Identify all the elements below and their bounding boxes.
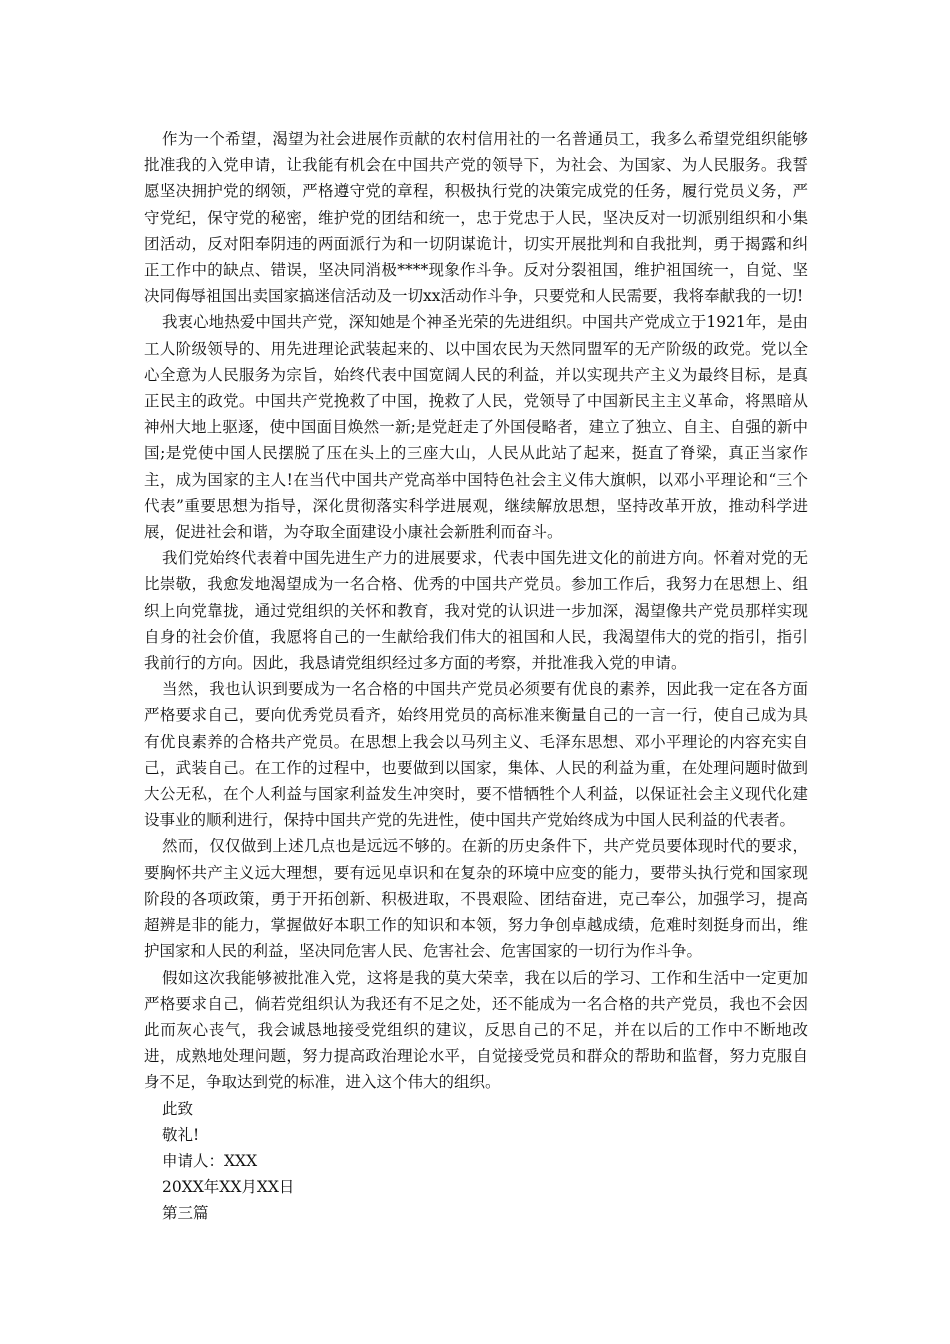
section-heading: 第三篇 [162,1204,209,1223]
paragraph-5: 然而，仅仅做到上述几点也是远远不够的。在新的历史条件下，共产党员要体现时代的要求，要胸怀共产主义远大理想，要有远见卓识和在复杂的环境中应变的能力，要带头执行党和国家现阶段的各项政策，勇于开拓创新、积极进取，不畏艰险、团结奋进，克己奉公，加强学习，提高超辨是非的能力，掌握做好本职工作的知识和本领，努力争创卓越成绩，危难时刻挺身而出，维护国家和人民的利益，坚决同危害人民、危害社会、危害国家的一切行为作斗争。 [144,837,808,961]
regards: 敬礼! [162,1125,200,1144]
document-body [144,126,808,1227]
paragraph-4: 当然，我也认识到要成为一名合格的中国共产党员必须要有优良的素养，因此我一定在各方面严格要求自己，要向优秀党员看齐，始终用党员的高标准来衡量自己的一言一行，使自己成为具有优良素养的合格共产党员。在思想上我会以马列主义、毛泽东思想、邓小平理论的内容充实自己，武装自己。在工作的过程中，也要做到以国家，集体、人民的利益为重，在处理问题时做到大公无私，在个人利益与国家利益发生冲突时，要不惜牺牲个人利益，以保证社会主义现代化建设事业的顺利进行，保持中国共产党的先进性，使中国共产党始终成为中国人民利益的代表者。 [144,680,808,830]
salutation: 此致 [162,1099,194,1118]
paragraph-1: 作为一个希望，渴望为社会进展作贡献的农村信用社的一名普通员工，我多么希望党组织能够批准我的入党申请，让我能有机会在中国共产党的领导下，为社会、为国家、为人民服务。我誓愿坚决拥护党的纲领，严格遵守党的章程，积极执行党的决策完成党的任务，履行党员义务，严守党纪，保守党的秘密，维护党的团结和统一，忠于党忠于人民，坚决反对一切派别组织和小集团活动，反对阳奉阴违的两面派行为和一切阴谋诡计，切实开展批判和自我批判，勇于揭露和纠正工作中的缺点、错误，坚决同消极****现象作斗争。反对分裂祖国，维护祖国统一，自觉、坚决同侮辱祖国出卖国家搞迷信活动及一切xx活动作斗争，只要党和人民需要，我将奉献我的一切! [144,130,808,306]
paragraph-2: 我衷心地热爱中国共产党，深知她是个神圣光荣的先进组织。中国共产党成立于1921年，是由工人阶级领导的、用先进理论武装起来的、以中国农民为天然同盟军的无产阶级的政党。党以全心全意为人民服务为宗旨，始终代表中国宽阔人民的利益，并以实现共产主义为最终目标，是真正民主的政党。中国共产党挽救了中国，挽救了人民，党领导了中国新民主主义革命，将黑暗从神州大地上驱逐，使中国面目焕然一新;是党赶走了外国侵略者，建立了独立、自主、自强的新中国;是党使中国人民摆脱了压在头上的三座大山，人民从此站了起来，挺直了脊梁，真正当家作主，成为国家的主人!在当代中国共产党高举中国特色社会主义伟大旗帜，以邓小平理论和“三个代表”重要思想为指导，深化贯彻落实科学进展观，继续解放思想，坚持改革开放，推动科学进展，促进社会和谐，为夺取全面建设小康社会新胜利而奋斗。 [144,313,808,542]
paragraph-6: 假如这次我能够被批准入党，这将是我的莫大荣幸，我在以后的学习、工作和生活中一定更加严格要求自己，倘若党组织认为我还有不足之处，还不能成为一名合格的共产党员，我也不会因此而灰心丧气，我会诚恳地接受党组织的建议，反思自己的不足，并在以后的工作中不断地改进，成熟地处理问题，努力提高政治理论水平，自觉接受党员和群众的帮助和监督，努力克服自身不足，争取达到党的标准，进入这个伟大的组织。 [144,968,808,1092]
applicant-name: 申请人：XXX [162,1151,258,1170]
date-line: 20XX年XX月XX日 [162,1178,295,1197]
paragraph-3: 我们党始终代表着中国先进生产力的进展要求，代表中国先进文化的前进方向。怀着对党的无比崇敬，我愈发地渴望成为一名合格、优秀的中国共产党员。参加工作后，我努力在思想上、组织上向党靠拢，通过党组织的关怀和教育，我对党的认识进一步加深，渴望像共产党员那样实现自身的社会价值，我愿将自己的一生献给我们伟大的祖国和人民，我渴望伟大的党的指引，指引我前行的方向。因此，我恳请党组织经过多方面的考察，并批准我入党的申请。 [144,549,808,673]
